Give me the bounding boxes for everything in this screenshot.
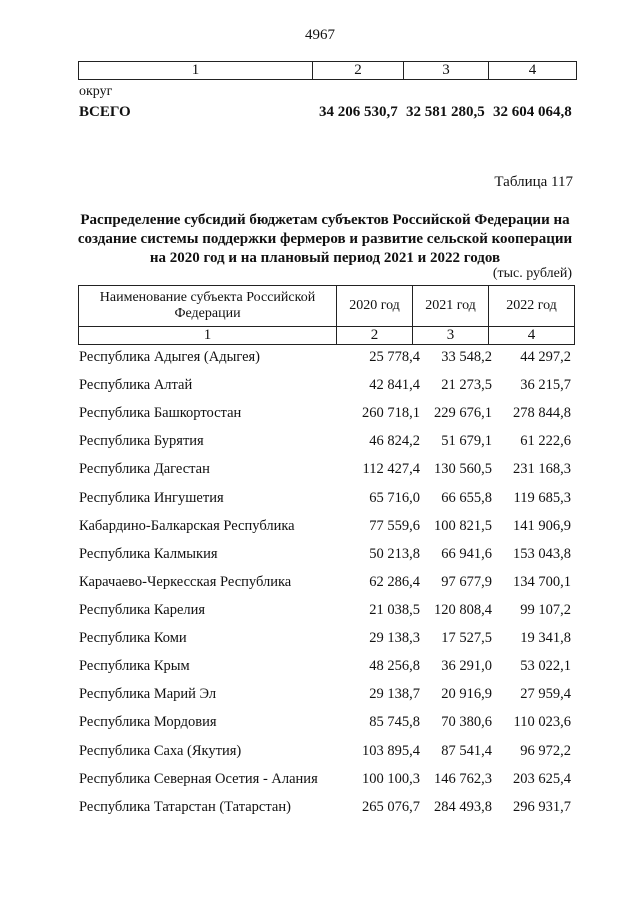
units-label: (тыс. рублей) [492,266,572,281]
table-row [78,461,578,489]
header-col-3: 3 [413,327,489,345]
table-row [78,771,578,799]
continued-table-header [78,61,577,80]
value-2022: 27 959,4 [520,686,571,703]
value-2020: 260 718,1 [362,405,420,422]
value-2022: 19 341,8 [520,630,571,647]
value-2021: 66 655,8 [441,489,492,506]
table-row [78,630,578,658]
value-2020: 50 213,8 [369,545,420,562]
value-2022: 278 844,8 [513,405,571,422]
region-name: Республика Калмыкия [79,545,218,562]
region-name: Республика Алтай [79,377,193,394]
continuation-text: округ [79,84,113,99]
value-2022: 96 972,2 [520,742,571,759]
region-name: Республика Северная Осетия - Алания [79,770,318,787]
table-row [78,349,578,377]
total-2021: 32 581 280,5 [406,104,485,120]
value-2021: 130 560,5 [434,461,492,478]
value-2022: 44 297,2 [520,349,571,365]
value-2020: 42 841,4 [369,377,420,394]
value-2020: 103 895,4 [362,742,420,759]
table-row [78,490,578,518]
value-2021: 51 679,1 [441,433,492,450]
value-2020: 112 427,4 [362,461,420,478]
value-2022: 134 700,1 [513,573,571,590]
header-col-2: 2 [337,327,413,345]
region-name: Республика Марий Эл [79,686,217,703]
value-2021: 17 527,5 [441,630,492,647]
value-2020: 29 138,3 [369,630,420,647]
header-col-4: 4 [489,327,575,345]
value-2022: 119 685,3 [513,489,571,506]
value-2021: 229 676,1 [434,405,492,422]
header-2022: 2022 год [489,286,575,327]
value-2020: 100 100,3 [362,770,420,787]
table-row [78,433,578,461]
table-row [78,799,578,827]
value-2021: 20 916,9 [441,686,492,703]
header-2020: 2020 год [337,286,413,327]
region-name: Республика Дагестан [79,461,210,478]
table-row [78,574,578,602]
value-2021: 87 541,4 [441,742,492,759]
region-name: Карачаево-Черкесская Республика [79,573,292,590]
value-2022: 53 022,1 [520,658,571,675]
value-2022: 99 107,2 [520,601,571,618]
value-2022: 141 906,9 [513,517,571,534]
region-name: Республика Карелия [79,601,206,618]
value-2021: 66 941,6 [441,545,492,562]
value-2021: 284 493,8 [434,798,492,815]
table-header [78,285,575,345]
value-2021: 97 677,9 [441,573,492,590]
header-col-1: 1 [79,327,337,345]
value-2020: 48 256,8 [369,658,420,675]
region-name: Республика Мордовия [79,714,217,731]
region-name: Республика Ингушетия [79,489,224,506]
value-2020: 21 038,5 [369,601,420,618]
col-number-3: 3 [404,62,489,80]
region-name: Республика Адыгея (Адыгея) [79,349,261,365]
table-row [78,546,578,574]
header-2021: 2021 год [413,286,489,327]
table-title: Распределение субсидий бюджетам субъектов Российской Федерации на создание системы поддержки фермеров и развитие сельской кооперации на 2020 год и на плановый период 2021 и 2022 годов [77,212,573,266]
value-2021: 100 821,5 [434,517,492,534]
value-2020: 29 138,7 [369,686,420,703]
value-2020: 265 076,7 [362,798,420,815]
header-name: Наименование субъекта Российской Федерации [79,286,337,327]
table-row [78,518,578,546]
value-2022: 296 931,7 [513,798,571,815]
table-row [78,658,578,686]
total-2020: 34 206 530,7 [319,104,398,120]
table-row [78,405,578,433]
value-2020: 46 824,2 [369,433,420,450]
table-row [78,686,578,714]
col-number-1: 1 [79,62,313,80]
value-2020: 65 716,0 [369,489,420,506]
page-number: 4967 [305,27,335,43]
value-2020: 85 745,8 [369,714,420,731]
table-row [78,602,578,630]
total-2022: 32 604 064,8 [493,104,572,120]
region-name: Республика Саха (Якутия) [79,742,242,759]
col-number-2: 2 [313,62,404,80]
table-row [78,743,578,771]
value-2022: 110 023,6 [513,714,571,731]
value-2022: 153 043,8 [513,545,571,562]
total-label: ВСЕГО [79,104,131,120]
table-number: Таблица 117 [494,174,573,190]
region-name: Республика Крым [79,658,190,675]
table-row [78,377,578,405]
region-name: Республика Татарстан (Татарстан) [79,798,291,815]
region-name: Республика Башкортостан [79,405,242,422]
col-number-4: 4 [489,62,577,80]
region-name: Республика Коми [79,630,187,647]
value-2020: 77 559,6 [369,517,420,534]
value-2022: 203 625,4 [513,770,571,787]
value-2021: 146 762,3 [434,770,492,787]
value-2021: 33 548,2 [441,349,492,365]
value-2021: 21 273,5 [441,377,492,394]
value-2022: 231 168,3 [513,461,571,478]
region-name: Республика Бурятия [79,433,204,450]
table-row [78,714,578,742]
table-body [78,349,578,827]
value-2020: 25 778,4 [369,349,420,365]
region-name: Кабардино-Балкарская Республика [79,517,295,534]
value-2022: 61 222,6 [520,433,571,450]
value-2021: 70 380,6 [441,714,492,731]
value-2021: 36 291,0 [441,658,492,675]
value-2022: 36 215,7 [520,377,571,394]
value-2020: 62 286,4 [369,573,420,590]
value-2021: 120 808,4 [434,601,492,618]
